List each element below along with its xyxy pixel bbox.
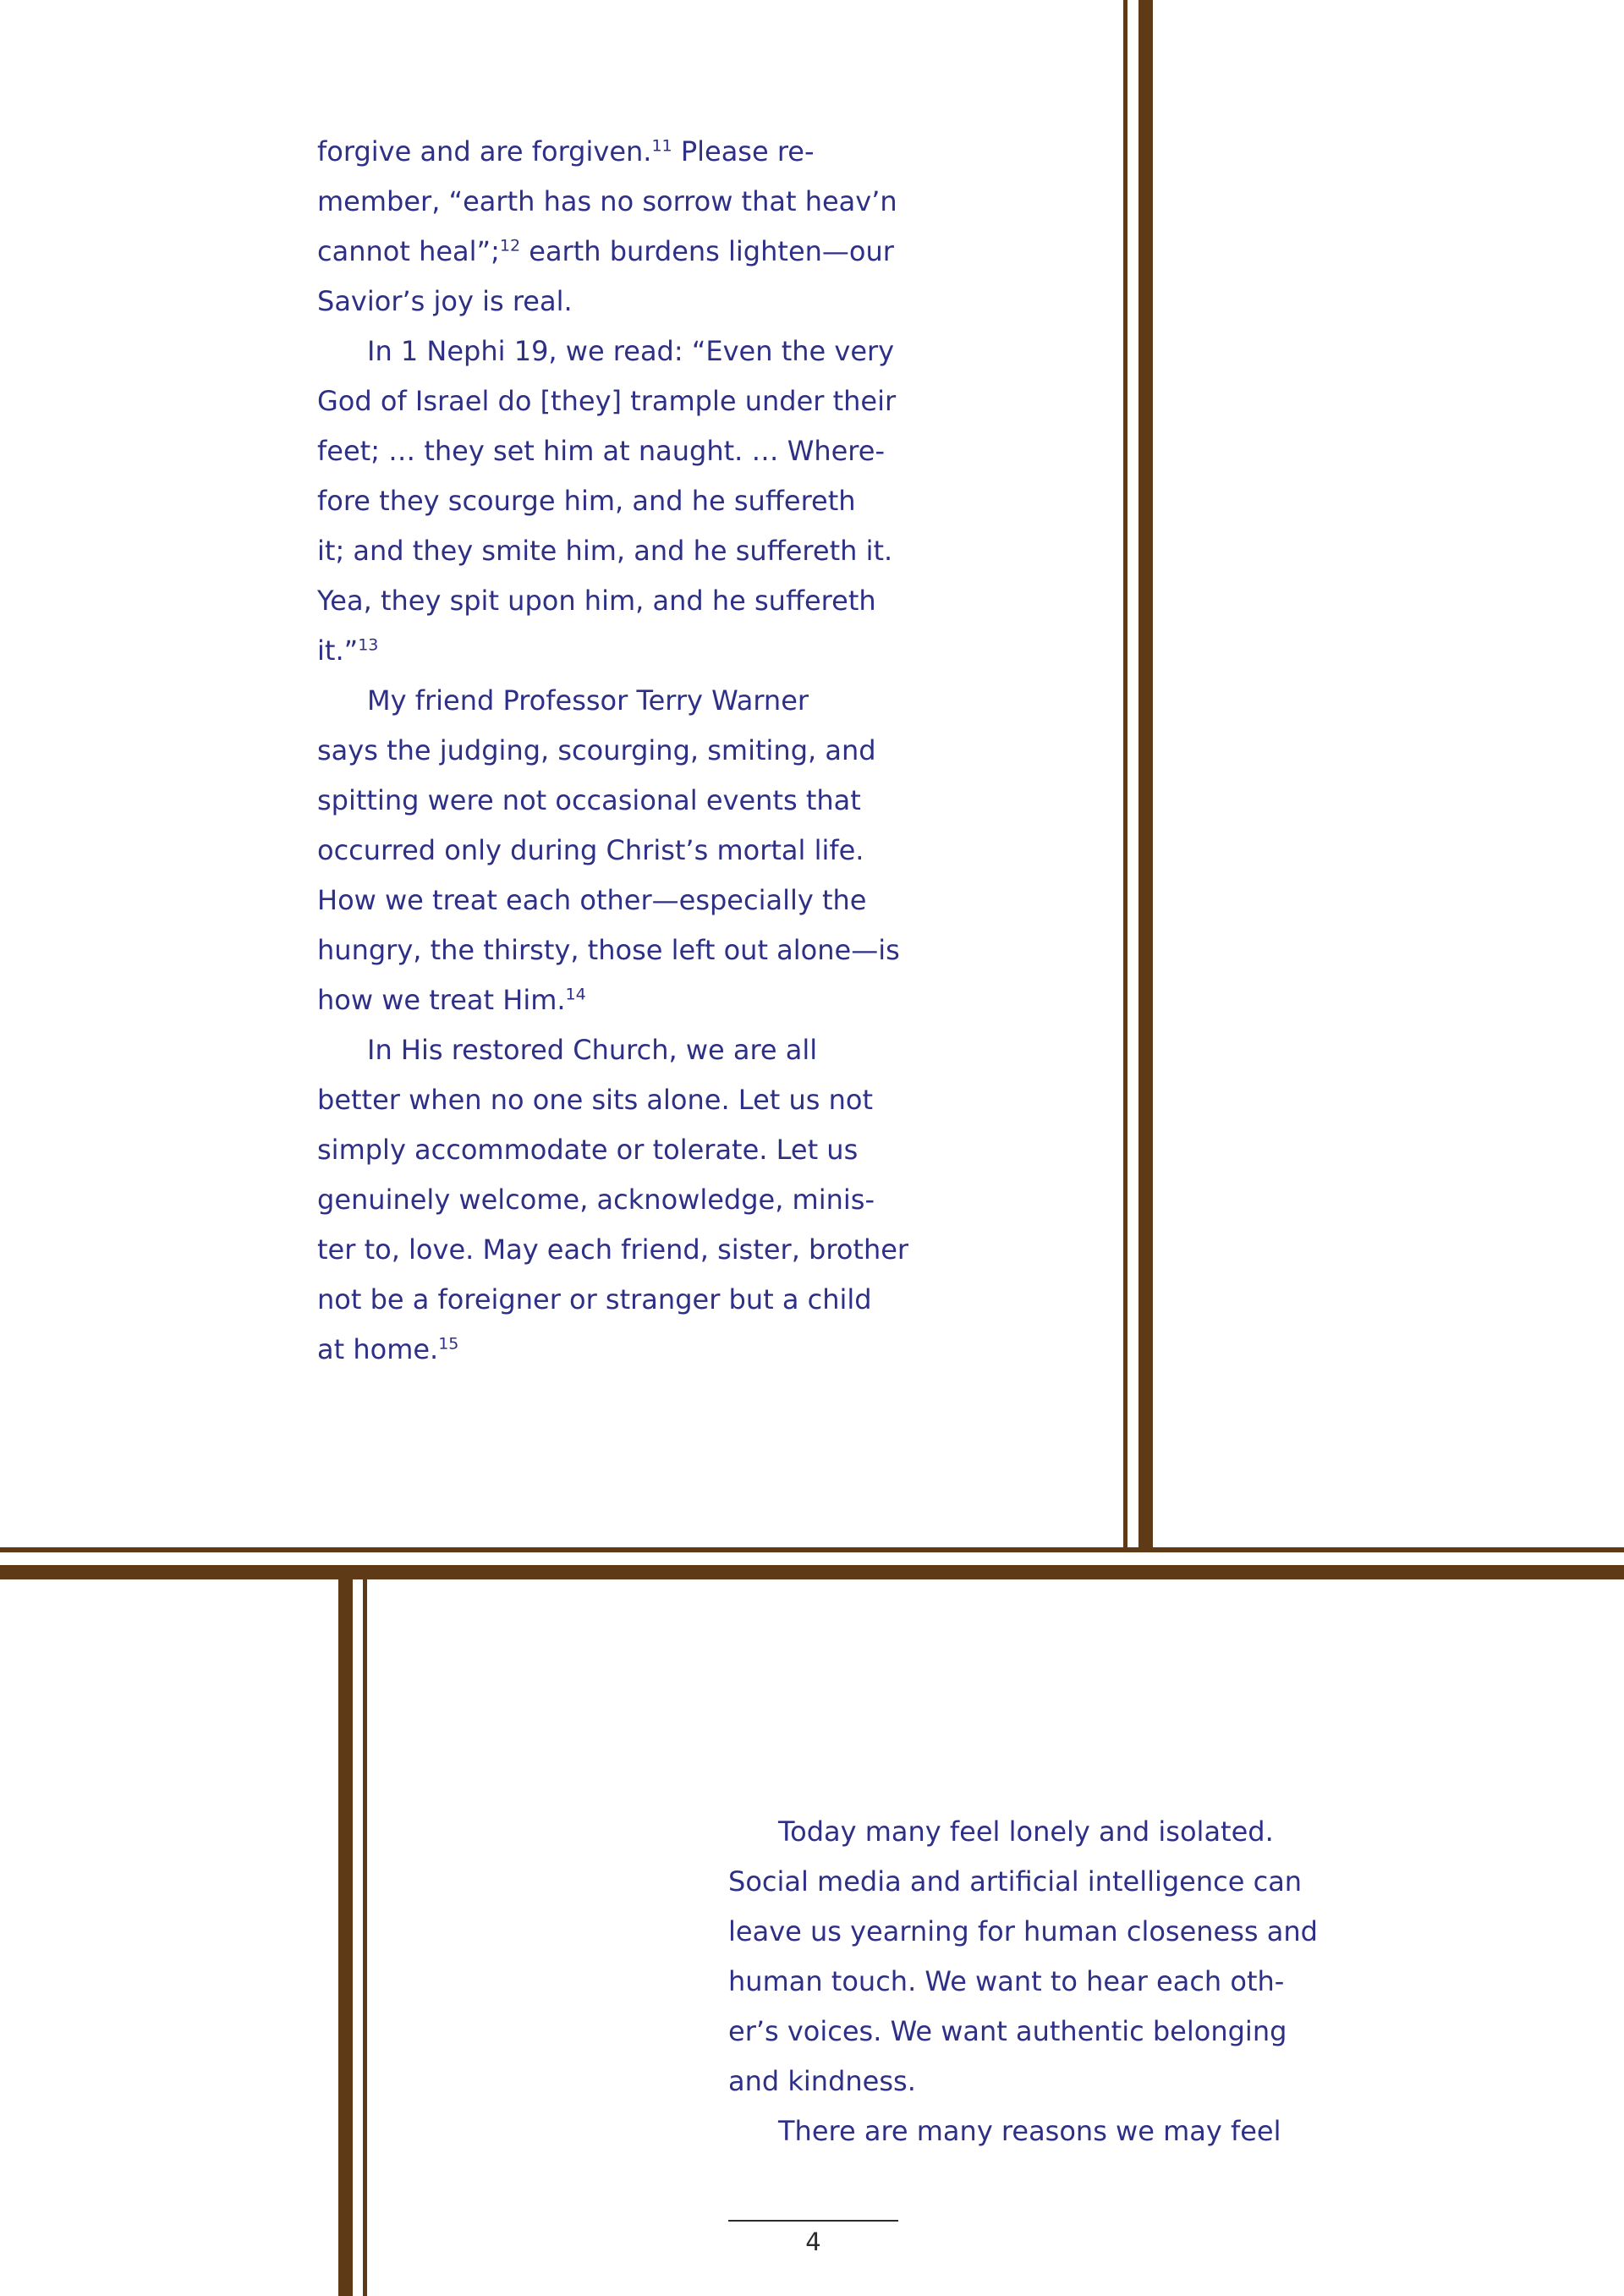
footnote-ref-15[interactable]: 15: [438, 1334, 459, 1354]
paragraph-text: My friend Professor Terry Warner says the judging, scourging, smiting, and spitting were not occasional events that occurred only during Christ’s mortal life. How we treat each other—especially the hungry, the thirsty, those left out alone—is how we treat Him.: [317, 684, 900, 1016]
page-number: 4: [805, 2227, 821, 2256]
frame-rule-vertical-right-thin: [1123, 0, 1127, 1550]
footnote-ref-12[interactable]: 12: [499, 236, 521, 255]
footnote-ref-14[interactable]: 14: [565, 985, 586, 1004]
paragraph-text: forgive and are forgiven.: [317, 135, 652, 168]
paragraph-nephi-quote: [317, 327, 909, 676]
paragraph-forgiven: [317, 127, 909, 327]
paragraph-restored-church: [317, 1025, 909, 1375]
paragraph-text: earth burdens lighten—our Savior’s joy is real.: [317, 235, 894, 317]
paragraph-lonely-isolated: Today many feel lonely and isolated. Social media and artificial intelligence can leave us yearning for human closeness and human touch. We want to hear each oth- er’s voices. We want authentic belonging and kindness.: [728, 1815, 1318, 2097]
footnote-ref-11[interactable]: 11: [651, 136, 672, 156]
paragraph-text: In His restored Church, we are all better when no one sits alone. Let us not simply accommodate or tolerate. Let us genuinely welcome, acknowledge, minis- ter to, love. May each friend, sister, brother not be a foreigner or stranger but a child at home.: [317, 1034, 909, 1365]
footer-divider: [728, 2220, 898, 2222]
frame-rule-vertical-left-thick: [338, 1579, 353, 2296]
footnote-ref-13[interactable]: 13: [358, 635, 379, 655]
frame-rule-vertical-right-thick: [1138, 0, 1153, 1550]
upper-text-column: [317, 127, 909, 1375]
paragraph-text: In 1 Nephi 19, we read: “Even the very God of Israel do [they] trample under their feet; … they set him at naught. … Where- fore they scourge him, and he suffereth it; and they smite him, and he suffereth it. Yea, they spit upon him, and he suffereth it.”: [317, 335, 897, 667]
paragraph-many-reasons: There are many reasons we may feel: [778, 2115, 1281, 2147]
lower-text-column: [728, 1807, 1320, 2156]
paragraph-text: Please re- member, “earth has no sorrow that heav’n cannot heal”;: [317, 135, 897, 267]
frame-rule-vertical-left-thin: [363, 1579, 367, 2296]
paragraph-terry-warner: [317, 676, 909, 1025]
frame-rule-horizontal-thick: [0, 1565, 1624, 1579]
frame-rule-horizontal-thin: [0, 1547, 1624, 1552]
